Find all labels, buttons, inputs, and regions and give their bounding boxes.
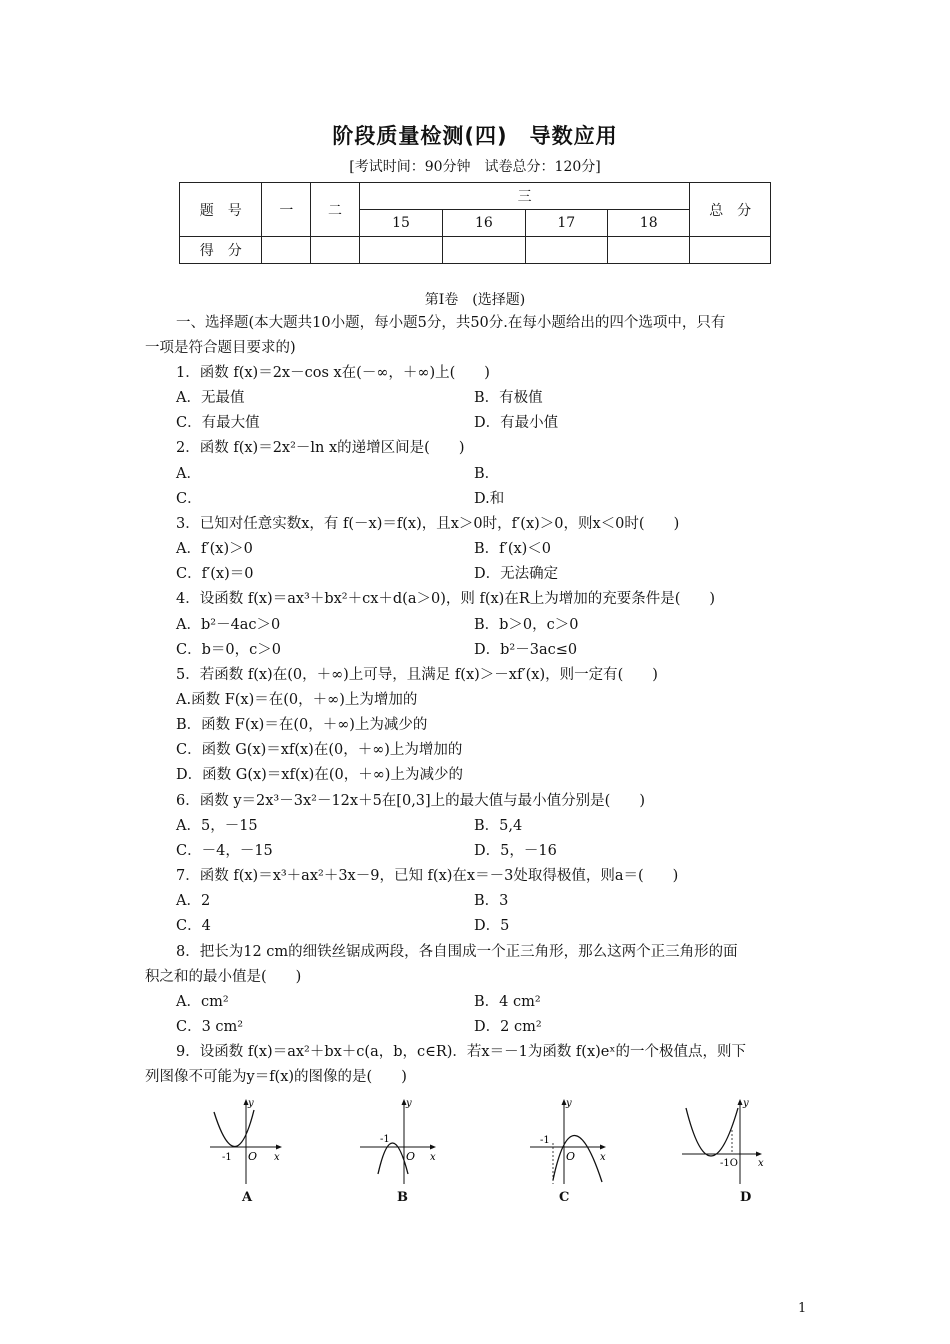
score-table — [179, 182, 771, 264]
score-cell[interactable] — [690, 237, 771, 264]
option-d[interactable]: D．5，－16 — [474, 843, 557, 859]
y-axis-arrow — [738, 1099, 743, 1105]
graph-label-d: D — [740, 1190, 752, 1205]
parabola-curve — [214, 1110, 254, 1147]
y-axis-label: y — [248, 1098, 254, 1109]
graph-b[interactable] — [358, 1094, 443, 1189]
option-a[interactable]: A．2 — [176, 893, 211, 909]
page-title: 阶段质量检测(四) 导数应用 — [332, 124, 618, 148]
origin-label: O — [406, 1150, 416, 1163]
header-part-2: 二 — [311, 183, 360, 237]
score-cell[interactable] — [311, 237, 360, 264]
y-axis-label: y — [406, 1098, 412, 1109]
header-part-3: 三 — [359, 183, 690, 210]
y-axis-label: y — [566, 1098, 572, 1109]
header-q17: 17 — [525, 210, 607, 237]
tick-label: -1O — [720, 1158, 738, 1169]
option-c[interactable]: C．f′(x)＝0 — [176, 566, 254, 582]
option-a[interactable]: A．5，－15 — [176, 818, 258, 834]
intro-line: 一、选择题(本大题共10小题，每小题5分，共50分.在每小题给出的四个选项中，只有 — [176, 315, 726, 331]
question-stem: 8．把长为12 cm的细铁丝锯成两段，各自围成一个正三角形，那么这两个正三角形的面 — [176, 944, 738, 960]
x-axis-arrow — [756, 1152, 762, 1157]
option-a[interactable]: A．b²－4ac＞0 — [176, 617, 281, 633]
graph-label-a: A — [242, 1190, 253, 1205]
graph-label-b: B — [397, 1190, 408, 1205]
question-stem: 1．函数 f(x)＝2x－cos x在(－∞，＋∞)上( ) — [176, 365, 490, 381]
parabola-curve — [686, 1108, 738, 1156]
question-stem: 2．函数 f(x)＝2x²－ln x的递增区间是( ) — [176, 440, 465, 456]
option-d[interactable]: D．无法确定 — [474, 566, 559, 582]
question-stem: 3．已知对任意实数x，有 f(－x)＝f(x)，且x＞0时，f′(x)＞0，则x＜0时( ) — [176, 516, 680, 532]
option-c[interactable]: C．有最大值 — [176, 415, 260, 431]
option-b[interactable]: B．3 — [474, 893, 509, 909]
option-b[interactable]: B．5,4 — [474, 818, 523, 834]
x-axis-arrow — [430, 1145, 436, 1150]
tick-label: -1 — [540, 1135, 550, 1146]
question-stem: 5．若函数 f(x)在(0，＋∞)上可导，且满足 f(x)＞－xf′(x)，则一定有( ) — [176, 667, 658, 683]
graph-d[interactable] — [680, 1094, 770, 1189]
x-axis-arrow — [600, 1145, 606, 1150]
header-q15: 15 — [359, 210, 442, 237]
option-b[interactable]: B．f′(x)＜0 — [474, 541, 552, 557]
option-a[interactable]: A．无最值 — [176, 390, 245, 406]
x-axis-label: x — [430, 1152, 436, 1163]
option-d[interactable]: D．b²－3ac≤0 — [474, 642, 578, 658]
score-cell[interactable] — [359, 237, 442, 264]
header-q18: 18 — [608, 210, 690, 237]
intro-line: 一项是符合题目要求的) — [145, 340, 296, 356]
header-question-no: 题 号 — [180, 183, 262, 237]
option-d[interactable]: D．函数 G(x)＝xf(x)在(0，＋∞)上为减少的 — [176, 767, 463, 783]
option-d[interactable]: D．5 — [474, 918, 510, 934]
option-a[interactable]: A．f′(x)＞0 — [176, 541, 253, 557]
score-label: 得 分 — [180, 237, 262, 264]
score-cell[interactable] — [608, 237, 690, 264]
origin-label: O — [248, 1150, 258, 1163]
option-a[interactable]: A.函数 F(x)＝在(0，＋∞)上为增加的 — [176, 692, 418, 708]
option-c[interactable]: C．b＝0，c＞0 — [176, 642, 281, 658]
option-b[interactable]: B． — [474, 466, 500, 482]
page-number: 1 — [798, 1301, 807, 1316]
y-axis-label: y — [743, 1098, 749, 1109]
option-b[interactable]: B．b＞0，c＞0 — [474, 617, 579, 633]
header-q16: 16 — [443, 210, 525, 237]
question-stem: 6．函数 y＝2x³－3x²－12x＋5在[0,3]上的最大值与最小值分别是( ) — [176, 793, 645, 809]
x-axis-label: x — [758, 1158, 764, 1169]
tick-label: -1 — [222, 1152, 232, 1163]
question-stem: 积之和的最小值是( ) — [145, 969, 302, 985]
option-c[interactable]: C．函数 G(x)＝xf(x)在(0，＋∞)上为增加的 — [176, 742, 463, 758]
graph-label-c: C — [559, 1190, 570, 1205]
x-axis-label: x — [274, 1152, 280, 1163]
header-part-1: 一 — [262, 183, 311, 237]
option-c[interactable]: C．4 — [176, 918, 211, 934]
score-cell[interactable] — [525, 237, 607, 264]
option-b[interactable]: B．有极值 — [474, 390, 543, 406]
header-total: 总 分 — [690, 183, 771, 237]
option-a[interactable]: A． — [176, 466, 201, 482]
parabola-curve — [553, 1135, 602, 1182]
question-stem: 9．设函数 f(x)＝ax²＋bx＋c(a，b，c∈R)．若x＝－1为函数 f(x)eˣ的一个极值点，则下 — [176, 1044, 747, 1060]
option-b[interactable]: B．函数 F(x)＝在(0，＋∞)上为减少的 — [176, 717, 428, 733]
option-d[interactable]: D．2 cm² — [474, 1019, 542, 1035]
tick-label: -1 — [380, 1134, 390, 1145]
score-cell[interactable] — [443, 237, 525, 264]
option-d[interactable]: D.和 — [474, 491, 505, 507]
option-d[interactable]: D．有最小值 — [474, 415, 559, 431]
option-a[interactable]: A．cm² — [176, 994, 229, 1010]
option-c[interactable]: C． — [176, 491, 202, 507]
x-axis-label: x — [600, 1152, 606, 1163]
origin-label: O — [566, 1150, 576, 1163]
option-c[interactable]: C．－4，－15 — [176, 843, 273, 859]
graph-c[interactable] — [528, 1094, 613, 1189]
score-cell[interactable] — [262, 237, 311, 264]
option-b[interactable]: B．4 cm² — [474, 994, 541, 1010]
x-axis-arrow — [276, 1145, 282, 1150]
question-stem: 列图像不可能为y＝f(x)的图像的是( ) — [145, 1069, 407, 1085]
graph-a[interactable] — [208, 1094, 288, 1189]
option-c[interactable]: C．3 cm² — [176, 1019, 244, 1035]
question-stem: 7．函数 f(x)＝x³＋ax²＋3x－9，已知 f(x)在x＝－3处取得极值，则a＝( ) — [176, 868, 679, 884]
question-stem: 4．设函数 f(x)＝ax³＋bx²＋cx＋d(a＞0)，则 f(x)在R上为增加的充要条件是( ) — [176, 591, 716, 607]
exam-info: [考试时间：90分钟 试卷总分：120分] — [349, 159, 601, 175]
section-title: 第Ⅰ卷 (选择题) — [424, 292, 526, 308]
